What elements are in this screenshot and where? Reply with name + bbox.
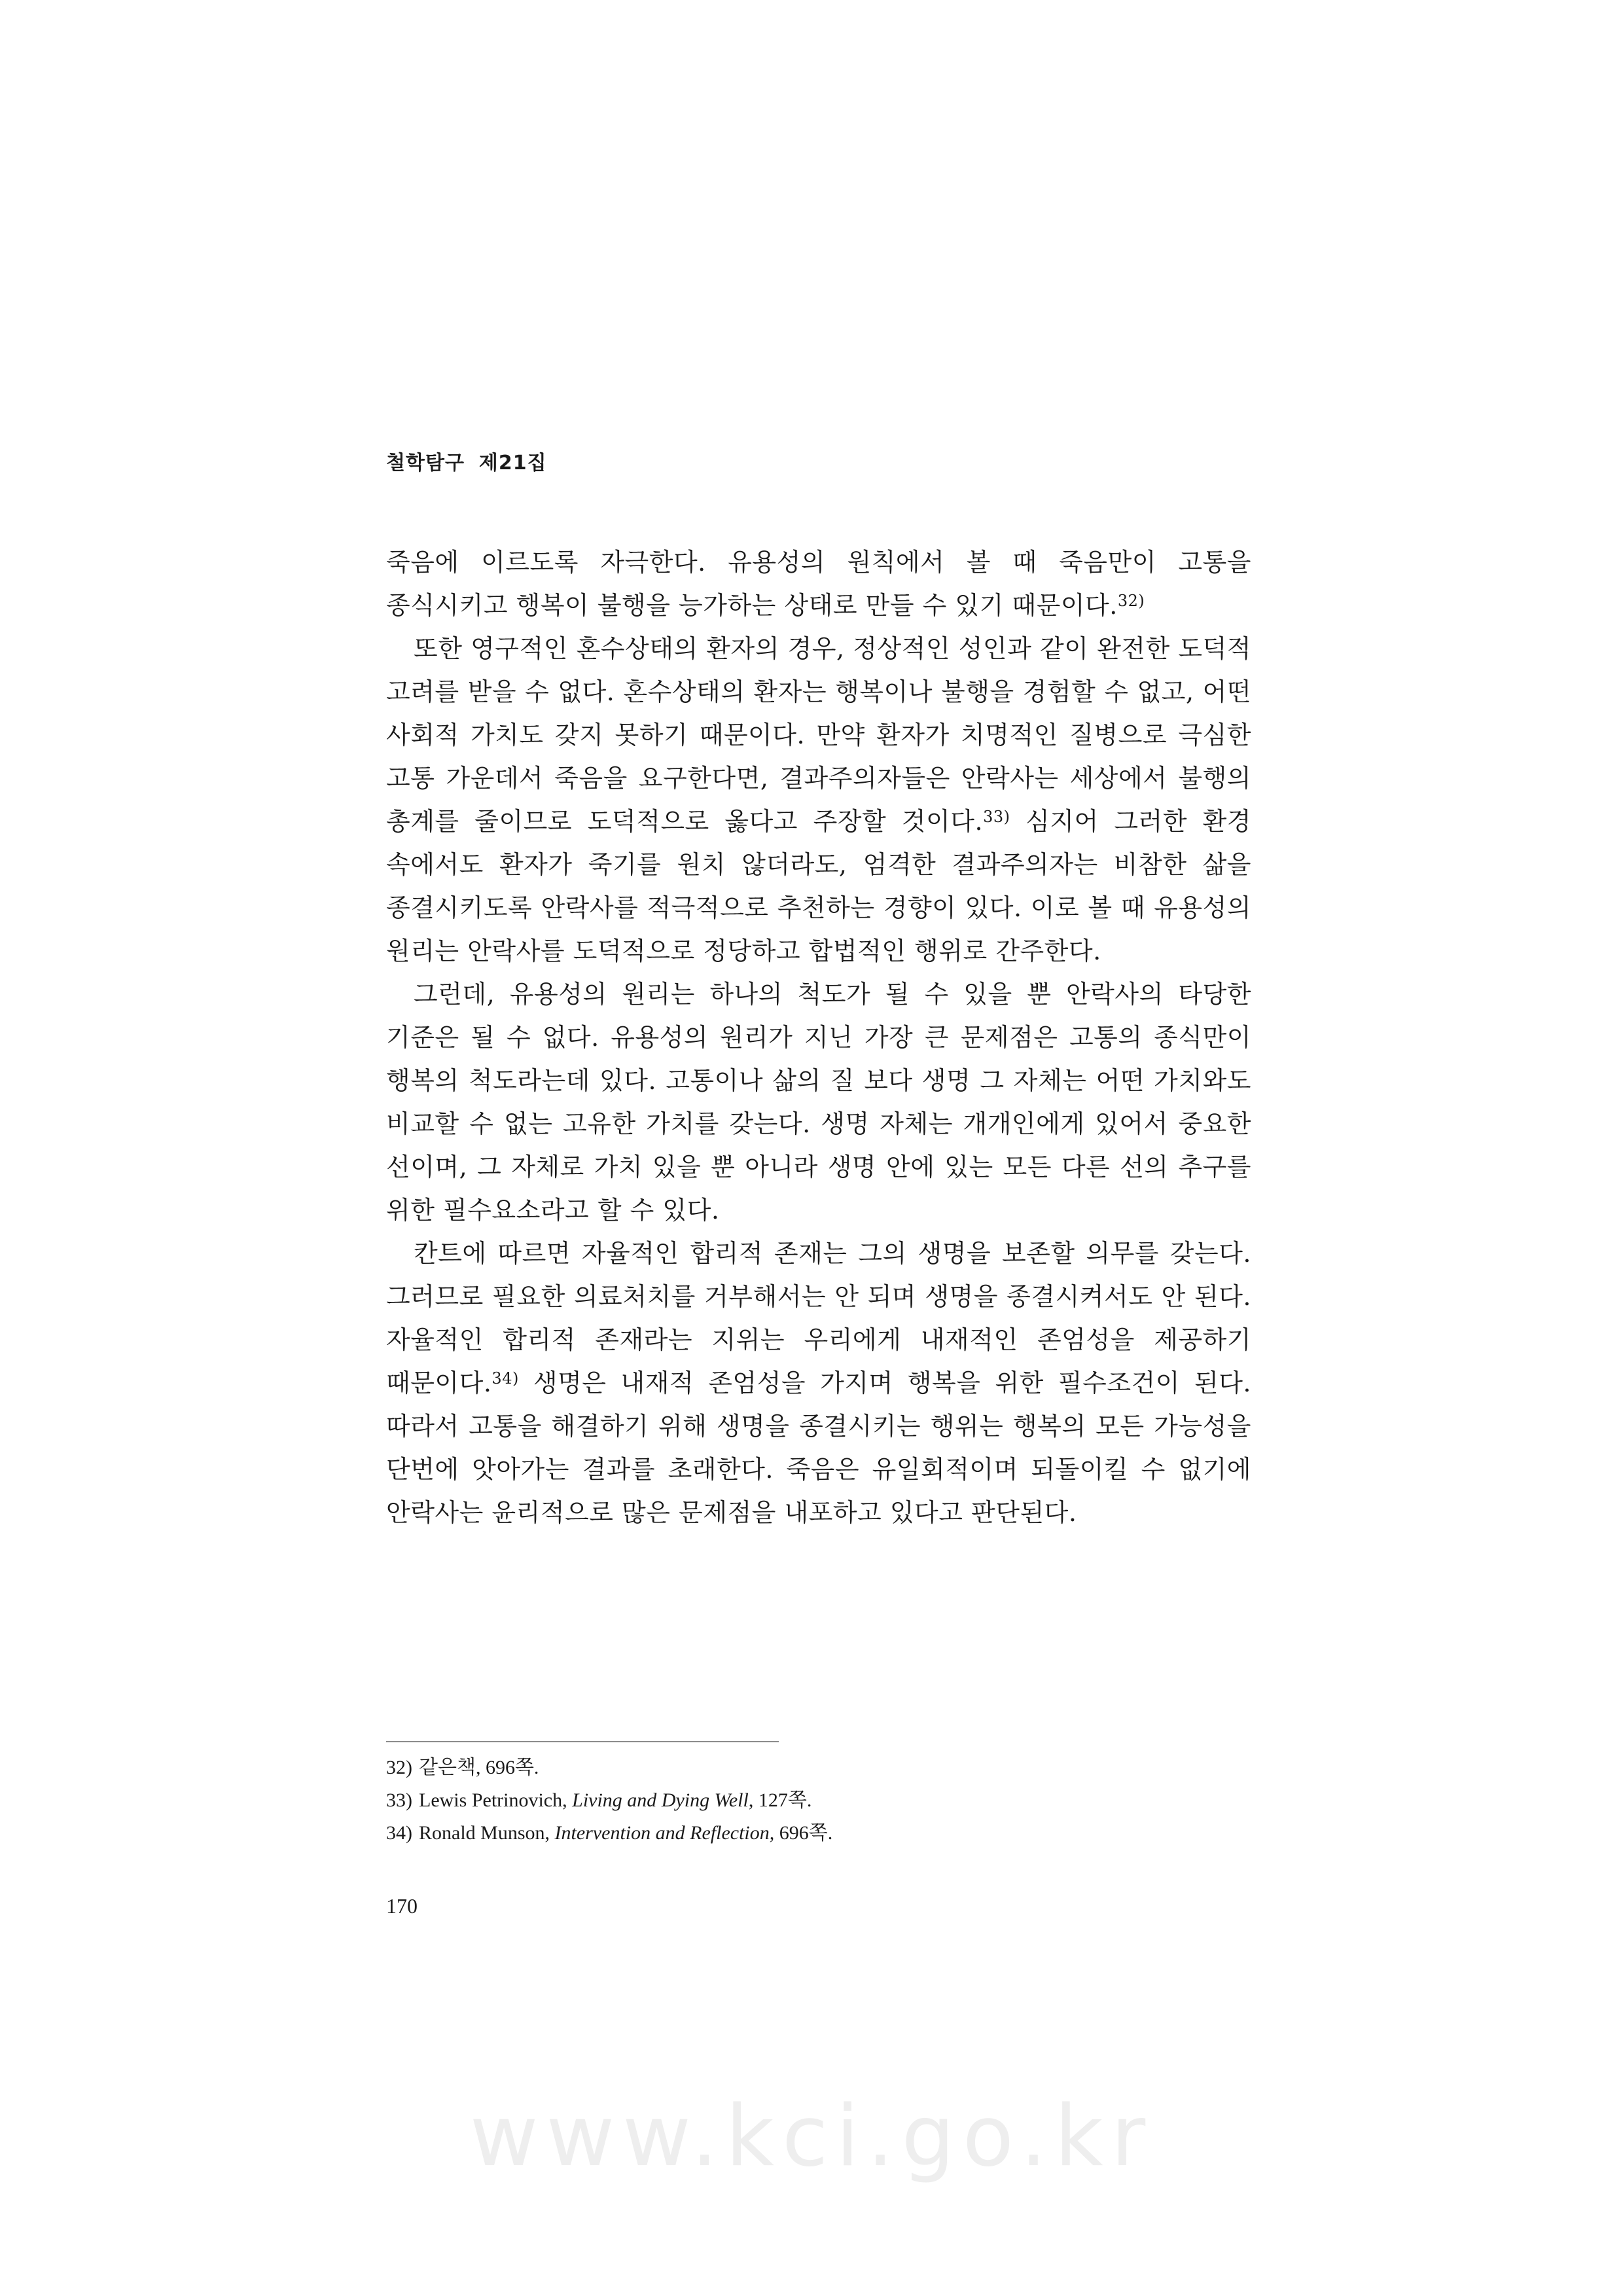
footnote-text: 같은책, 696쪽. [419, 1757, 539, 1778]
paragraph-text: 생명은 내재적 존엄성을 가지며 행복을 위한 필수조건이 된다. 따라서 고통을 해결하기 위해 생명을 종결시키는 행위는 행복의 모든 가능성을 단번에 앗아가는 결과를 초래한다. 죽음은 유일회적이며 되돌이킬 수 없기에 안락사는 윤리적으로 많은 문제점을 내포하고 있다고 판단된다. [386, 1369, 1251, 1527]
paragraph [386, 973, 1251, 1232]
paragraph [386, 1232, 1251, 1534]
footnote-text: , 127쪽. [748, 1789, 812, 1811]
paragraph-text: 또한 영구적인 혼수상태의 환자의 경우, 정상적인 성인과 같이 완전한 도덕적 고려를 받을 수 없다. 혼수상태의 환자는 행복이나 불행을 경험할 수 없고, 어떤 사회적 가치도 갖지 못하기 때문이다. 만약 환자가 치명적인 질병으로 극심한 고통 가운데서 죽음을 요구한다면, 결과주의자들은 안락사는 세상에서 불행의 총계를 줄이므로 도덕적으로 옳다고 주장할 것이다. [386, 634, 1251, 836]
footnote-number: 32) [386, 1757, 412, 1778]
footnote-text: Ronald Munson, [419, 1822, 555, 1844]
footnote-item [386, 1784, 1251, 1817]
running-header [386, 446, 547, 475]
paragraph-text: 그런데, 유용성의 원리는 하나의 척도가 될 수 있을 뿐 안락사의 타당한 기준은 될 수 없다. 유용성의 원리가 지닌 가장 큰 문제점은 고통의 종식만이 행복의 척도라는데 있다. 고통이나 삶의 질 보다 생명 그 자체는 어떤 가치와도 비교할 수 없는 고유한 가치를 갖는다. 생명 자체는 개개인에게 있어서 중요한 선이며, 그 자체로 가치 있을 뿐 아니라 생명 안에 있는 모든 다른 선의 추구를 위한 필수요소라고 할 수 있다. [386, 980, 1251, 1225]
paragraph-text: 심지어 그러한 환경 속에서도 환자가 죽기를 원치 않더라도, 엄격한 결과주의자는 비참한 삶을 종결시키도록 안락사를 적극적으로 추천하는 경향이 있다. 이로 볼 때 유용성의 원리는 안락사를 도덕적으로 정당하고 합법적인 행위로 간주한다. [386, 807, 1251, 965]
footnote-reference[interactable]: 32) [1117, 592, 1145, 610]
footnote-book-title: Living and Dying Well [572, 1789, 749, 1811]
footnote-book-title: Intervention and Reflection, [554, 1822, 775, 1844]
footnote-text: Lewis Petrinovich, [419, 1789, 573, 1811]
footnotes [386, 1751, 1251, 1850]
paragraph-text: 죽음에 이르도록 자극한다. 유용성의 원칙에서 볼 때 죽음만이 고통을 종식시키고 행복이 불행을 능가하는 상태로 만들 수 있기 때문이다. [386, 548, 1251, 620]
footnote-item [386, 1751, 1251, 1784]
footnote-text: 696쪽. [774, 1822, 833, 1844]
paragraph [386, 541, 1251, 627]
watermark: www.kci.go.kr [469, 2088, 1154, 2185]
footnote-reference[interactable]: 33) [983, 808, 1010, 826]
paragraph [386, 627, 1251, 973]
journal-title: 철학탐구 [386, 452, 465, 475]
footnote-reference[interactable]: 34) [491, 1369, 519, 1388]
body-text [386, 541, 1251, 1534]
footnote-number: 33) [386, 1789, 412, 1811]
page-number: 170 [386, 1894, 418, 1918]
paragraph-text: 칸트에 따르면 자율적인 합리적 존재는 그의 생명을 보존할 의무를 갖는다. 그러므로 필요한 의료처치를 거부해서는 안 되며 생명을 종결시켜서도 안 된다. 자율적인 합리적 존재라는 지위는 우리에게 내재적인 존엄성을 제공하기 때문이다. [386, 1239, 1251, 1397]
footnote-item [386, 1817, 1251, 1850]
issue-number: 제21집 [478, 452, 547, 475]
footnote-number: 34) [386, 1822, 412, 1844]
footnote-divider [386, 1741, 779, 1742]
